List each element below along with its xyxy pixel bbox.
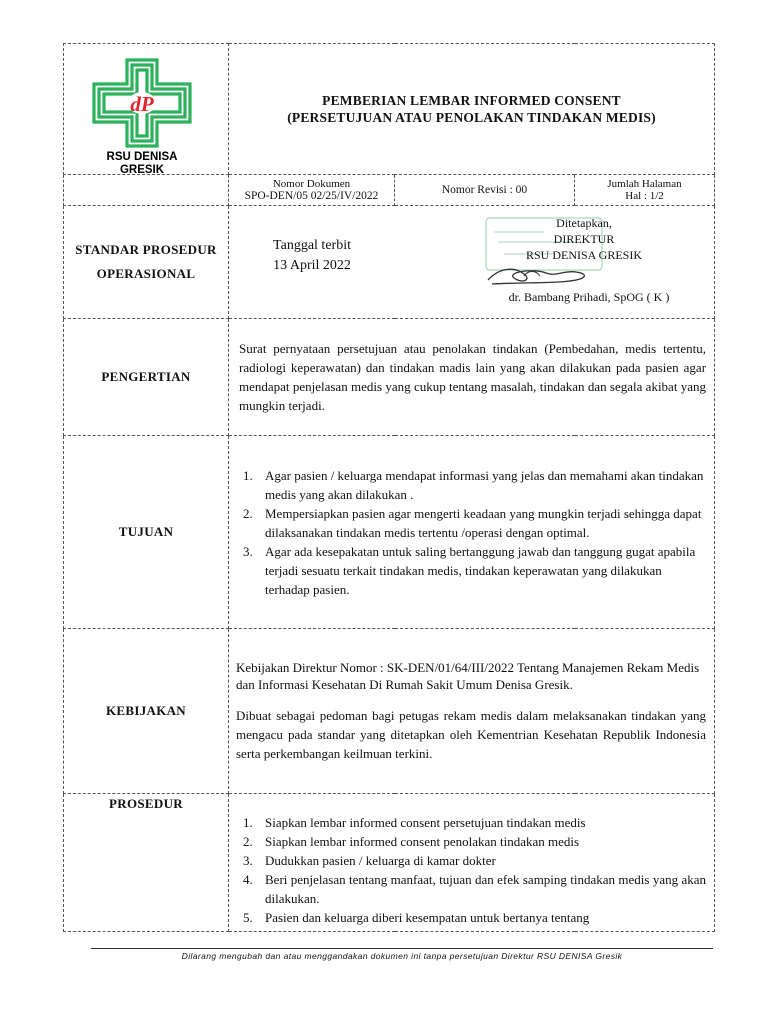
list-item: 3. Agar ada kesepakatan untuk saling bertanggung jawab dan tanggung gugat apabila terjadi sesuatu terkait tindakan medis, tindakan keperawatan yang dilakukan terhadap pasien. bbox=[243, 543, 696, 597]
list-item: 5. Pasien dan keluarga diberi kesempatan untuk bertanya tentang bbox=[243, 910, 590, 925]
footer-divider bbox=[91, 948, 713, 949]
kebijakan-para1: Kebijakan Direktur Nomor : SK-DEN/01/64/III/2022 Tentang Manajemen Rekam Medis dan Informasi Kesehatan Di Rumah Sakit Umum Denisa Gresik. bbox=[236, 660, 700, 692]
director-name: dr. Bambang Prihadi, SpOG ( K ) bbox=[508, 290, 670, 304]
pengertian-label: PENGERTIAN bbox=[101, 369, 191, 384]
hospital-logo bbox=[92, 58, 192, 176]
pengertian-label-cell bbox=[64, 319, 229, 436]
pages-value: Hal : 1/2 bbox=[625, 190, 664, 202]
list-item: 1. Siapkan lembar informed consent persetujuan tindakan medis bbox=[243, 815, 586, 830]
sop-label-cell bbox=[64, 206, 229, 319]
issued-block bbox=[229, 236, 395, 276]
issued-date: 13 April 2022 bbox=[273, 258, 351, 273]
doc-number-label: Nomor Dokumen bbox=[272, 178, 351, 190]
sop-document-table bbox=[63, 43, 715, 932]
logo-name-line2: GRESIK bbox=[119, 164, 165, 176]
kebijakan-label: KEBIJAKAN bbox=[106, 703, 186, 718]
tujuan-label: TUJUAN bbox=[118, 524, 174, 539]
issue-signature-cell bbox=[229, 206, 715, 319]
rsu-denisa-cross-logo-icon bbox=[92, 58, 192, 148]
issue-signature-block bbox=[229, 206, 714, 318]
issued-label: Tanggal terbit bbox=[273, 238, 351, 253]
list-item: 1. Agar pasien / keluarga mendapat informasi yang jelas dan memahami akan tindakan medis yang akan dilakukan . bbox=[243, 467, 704, 502]
doc-number-cell bbox=[229, 175, 395, 206]
document-title bbox=[229, 44, 715, 175]
logo-name-line1: RSU DENISA bbox=[106, 151, 178, 163]
meta-blank-cell bbox=[64, 175, 229, 206]
tujuan-label-cell bbox=[64, 436, 229, 629]
list-item: 3. Dudukkan pasien / keluarga di kamar dokter bbox=[243, 853, 496, 868]
prosedur-list bbox=[236, 813, 706, 927]
sop-label-line2: OPERASIONAL bbox=[96, 266, 196, 281]
revision-number: Nomor Revisi : 00 bbox=[441, 184, 528, 196]
prosedur-content bbox=[229, 794, 715, 932]
sign-line1: Ditetapkan, bbox=[556, 216, 612, 230]
prosedur-label-cell bbox=[64, 794, 229, 932]
kebijakan-label-cell bbox=[64, 629, 229, 794]
tujuan-list bbox=[236, 466, 706, 599]
title-line-1: PEMBERIAN LEMBAR INFORMED CONSENT bbox=[322, 93, 621, 108]
logo-monogram: dP bbox=[130, 92, 154, 116]
logo-cell bbox=[64, 44, 229, 175]
sign-line3: RSU DENISA GRESIK bbox=[525, 248, 642, 262]
list-item: 4. Beri penjelasan tentang manfaat, tujuan dan efek samping tindakan medis yang akan dilakukan. bbox=[243, 872, 707, 906]
sign-line2: DIREKTUR bbox=[553, 232, 615, 246]
signature-icon bbox=[484, 260, 594, 290]
footer-notice: Dilarang mengubah dan atau menggandakan dokumen ini tanpa persetujuan Direktur RSU DENISA Gresik bbox=[181, 951, 623, 961]
sop-label-line1: STANDAR PROSEDUR bbox=[75, 242, 217, 257]
list-item: 2. Mempersiapkan pasien agar mengerti keadaan yang mungkin terjadi sehingga dapat dilaksanakan tindakan medis tertentu /operasi dengan optimal. bbox=[243, 505, 702, 540]
prosedur-label: PROSEDUR bbox=[109, 796, 183, 811]
title-line-2: (PERSETUJUAN ATAU PENOLAKAN TINDAKAN MEDIS) bbox=[287, 110, 656, 125]
kebijakan-content bbox=[229, 629, 715, 794]
prosedur-scroll bbox=[236, 794, 706, 931]
pengertian-content bbox=[229, 319, 715, 436]
tujuan-content bbox=[229, 436, 715, 629]
list-item: 2. Siapkan lembar informed consent penolakan tindakan medis bbox=[243, 834, 580, 849]
pages-cell bbox=[575, 175, 715, 206]
doc-number-value: SPO-DEN/05 02/25/IV/2022 bbox=[244, 190, 379, 202]
kebijakan-para2: Dibuat sebagai pedoman bagi petugas rekam medis dalam melaksanakan tindakan yang mengacu pada standar yang ditetapkan oleh Kementrian Kesehatan Republik Indonesia serta perkembangan keilmuan terkini. bbox=[236, 708, 707, 761]
pengertian-text: Surat pernyataan persetujuan atau penolakan tindakan (Pembedahan, medis tertentu, radiologi keperawatan) dan tindakan madis lain yang akan dilakukan pada pasien agar mendapat penjelasan medis yang cukup tentang masalah, tindakan dan segala akibat yang mungkin terjadi. bbox=[239, 341, 707, 413]
pages-label: Jumlah Halaman bbox=[607, 178, 682, 190]
revision-cell bbox=[395, 175, 575, 206]
